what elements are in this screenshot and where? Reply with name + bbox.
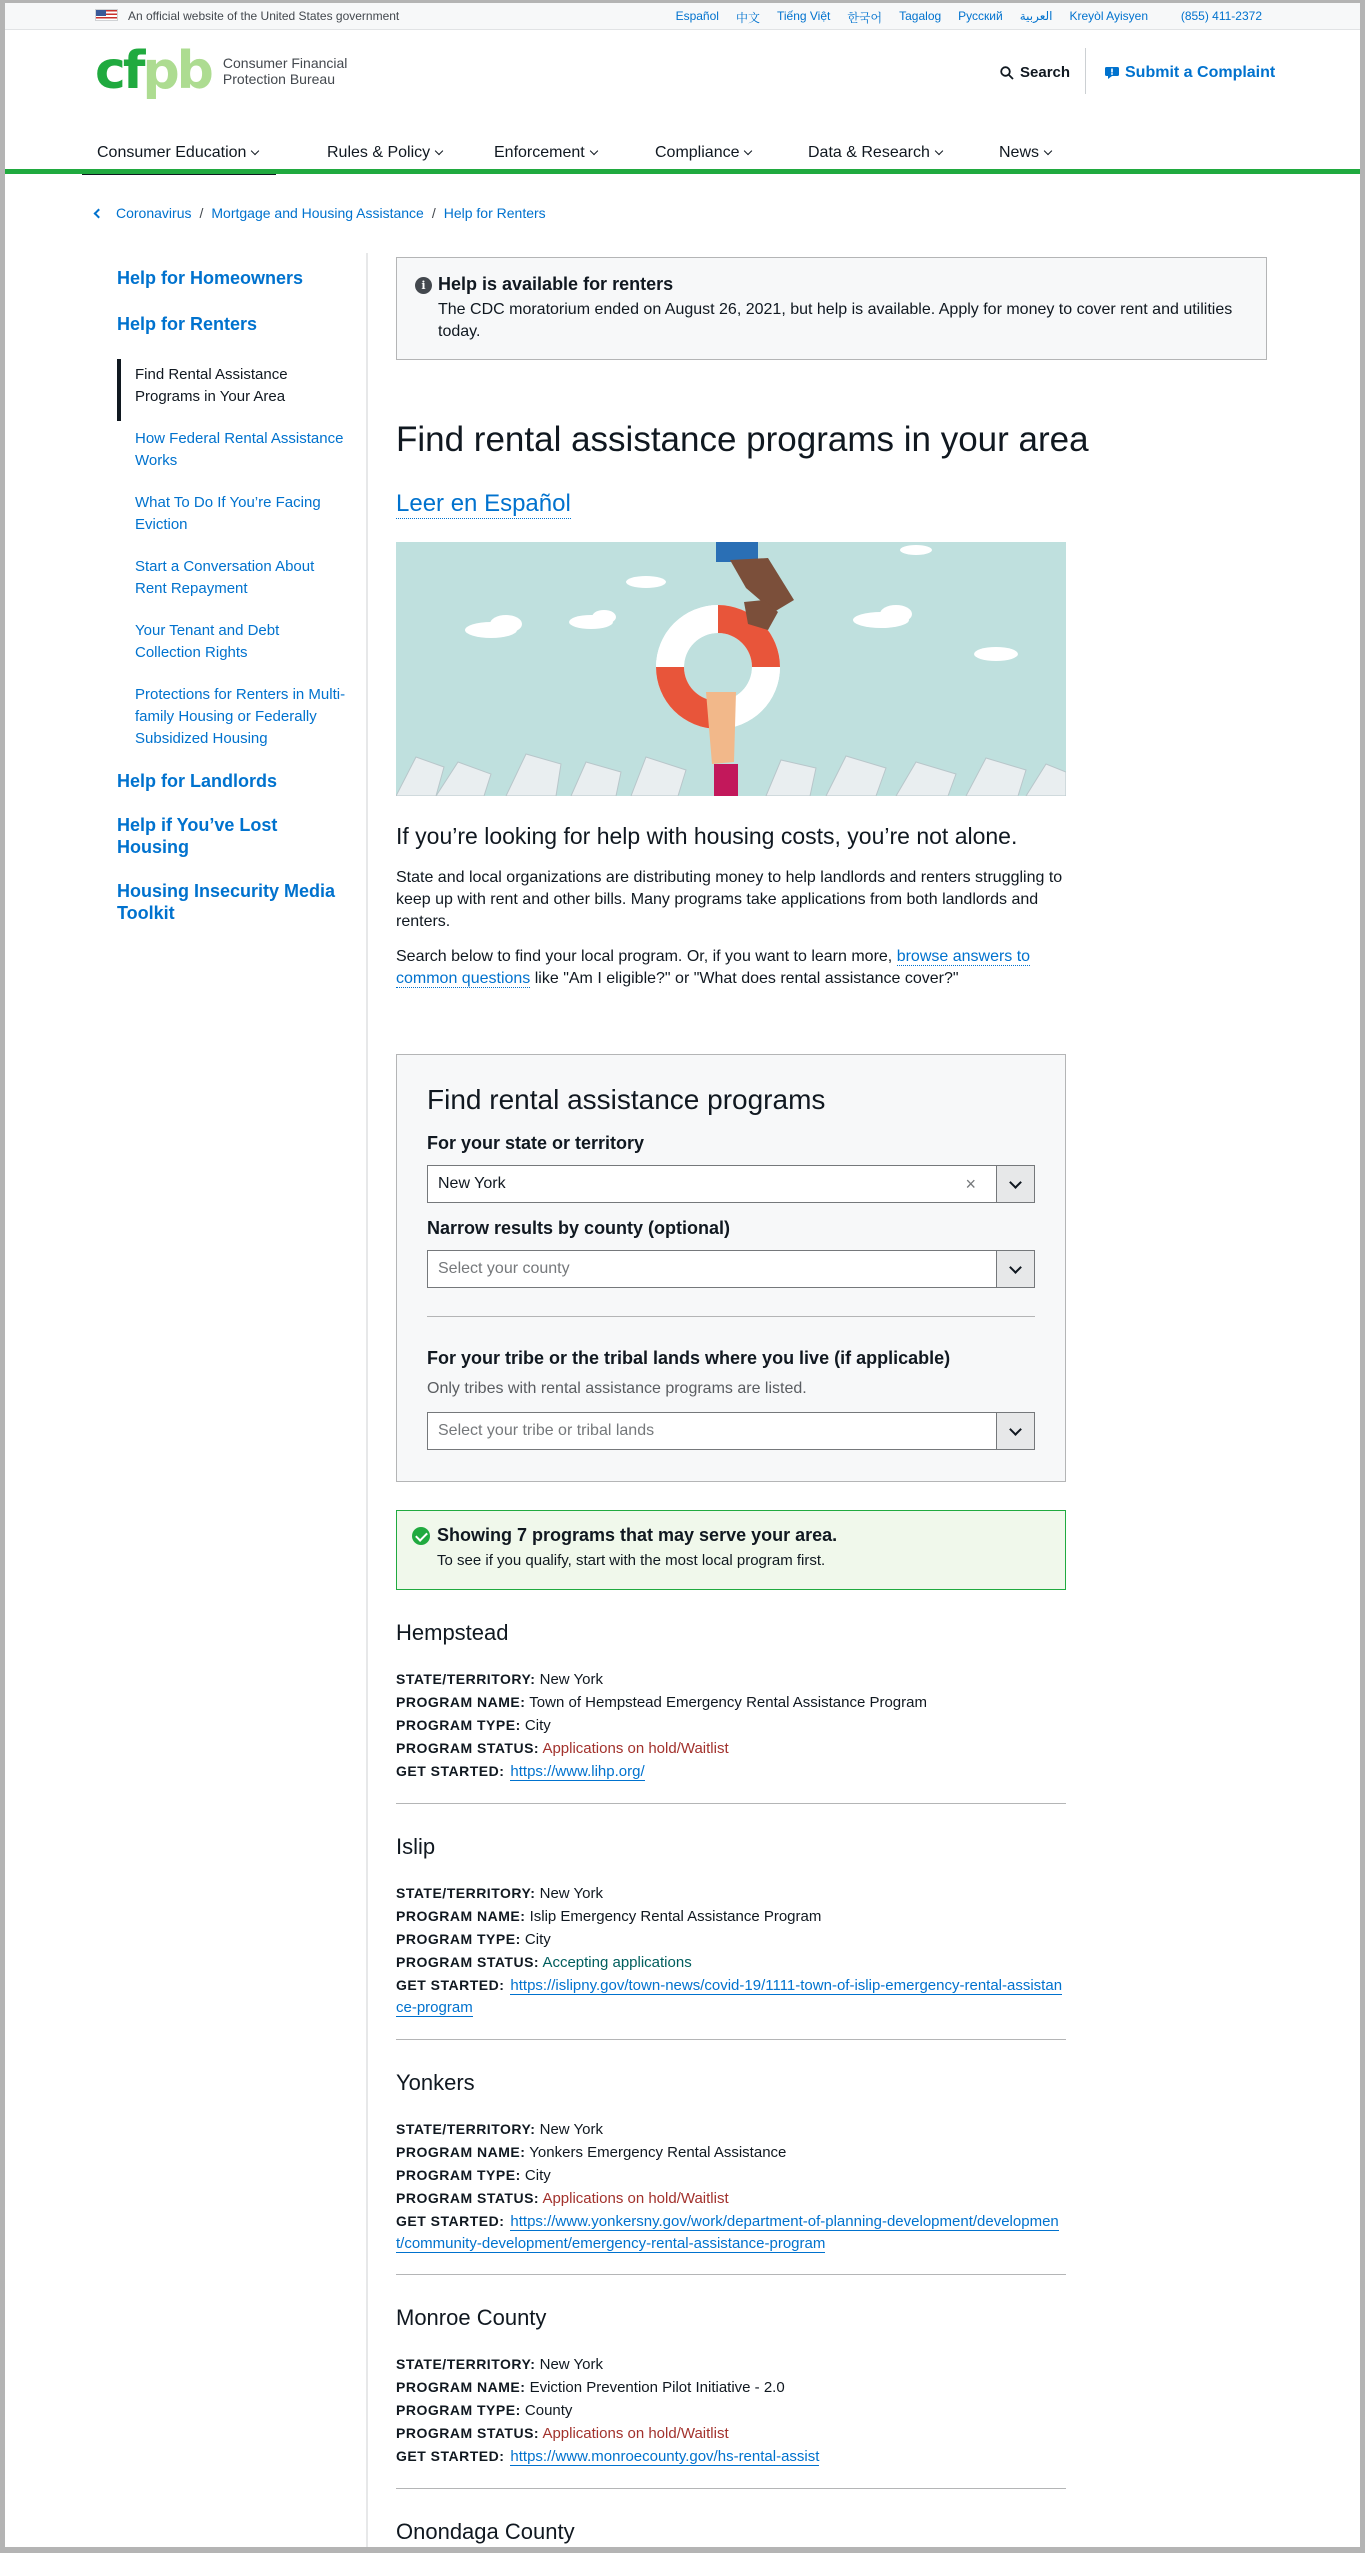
search-button[interactable] [1000,64,1070,81]
tribe-dropdown-button[interactable] [996,1413,1034,1449]
program-name: Eviction Prevention Pilot Initiative - 2.0 [529,2379,785,2396]
tribe-label: For your tribe or the tribal lands where you live (if applicable) [427,1348,951,1368]
county-select[interactable] [427,1250,1035,1288]
program-url-link[interactable]: https://islipny.gov/town-news/covid-19/1111-town-of-islip-emergency-rental-assistance-program [396,1977,1063,2016]
program-heading: Hempstead [396,1620,509,1645]
tribe-help-text: Only tribes with rental assistance programs are listed. [427,1380,807,1397]
program-state-row [396,2118,1066,2141]
tribe-select-placeholder: Select your tribe or tribal lands [438,1422,655,1439]
gov-banner-text: An official website of the United States government [128,9,400,23]
program-status: Applications on hold/Waitlist [542,2425,729,2442]
search-intro-paragraph [396,946,1066,990]
results-title: Showing 7 programs that may serve your area. [437,1525,838,1545]
breadcrumb-mortgage-housing[interactable]: Mortgage and Housing Assistance [211,205,424,221]
nav-rules-policy[interactable] [327,144,442,162]
program-name-row [396,1905,1066,1928]
filter-title: Find rental assistance programs [427,1084,826,1115]
field-label: GET STARTED: [396,1763,505,1779]
para2-text-after: like "Am I eligible?" or "What does rental assistance cover?" [530,970,959,987]
program-divider [396,2488,1066,2489]
chevron-down-icon [435,147,443,155]
program-url-link[interactable]: https://www.lihp.org/ [510,1763,645,1780]
nav-enforcement[interactable] [494,144,597,162]
program-name: Islip Emergency Rental Assistance Program [529,1908,822,1925]
breadcrumb-separator: / [199,205,204,221]
program-status: Applications on hold/Waitlist [542,2190,729,2207]
field-label: PROGRAM TYPE: [396,1717,521,1733]
search-label: Search [1020,64,1071,81]
lang-link-russian[interactable]: Русский [958,9,1003,23]
program-state-row [396,2353,1066,2376]
gov-banner [5,3,1360,30]
header-divider [1085,48,1086,94]
county-select-placeholder: Select your county [438,1260,570,1277]
program-card [396,1834,1066,2019]
nav-consumer-education[interactable] [97,144,258,162]
page-title: Find rental assistance programs in your area [396,420,1089,459]
program-name-row [396,2376,1066,2399]
program-type-row [396,1928,1066,1951]
field-label: PROGRAM STATUS: [396,1740,540,1756]
page [5,3,1360,2547]
program-card [396,1620,1066,1783]
program-start-row [396,1974,1066,2019]
info-icon: i [415,277,432,294]
breadcrumb-help-renters[interactable]: Help for Renters [443,205,546,221]
sidebar-item-find-rental-assistance[interactable]: Find Rental Assistance Programs in Your Area [135,366,288,405]
lang-link-haitian-creole[interactable]: Kreyòl Ayisyen [1069,9,1148,23]
complaint-label: Submit a Complaint [1125,64,1276,81]
breadcrumb-coronavirus[interactable]: Coronavirus [116,205,192,221]
program-card [396,2305,1066,2468]
sidebar-item-help-renters[interactable]: Help for Renters [117,314,258,334]
alert-title: Help is available for renters [438,274,674,294]
field-label: STATE/TERRITORY: [396,1885,536,1901]
field-label: STATE/TERRITORY: [396,2356,536,2372]
program-name: Town of Hempstead Emergency Rental Assistance Program [529,1694,927,1711]
sidebar-item-help-homeowners[interactable]: Help for Homeowners [117,268,304,288]
nav-label: Compliance [655,144,740,161]
sidebar-divider [366,253,368,2547]
site-header [5,31,1360,161]
sidebar-item-media-toolkit[interactable]: Housing Insecurity Media Toolkit [117,881,336,923]
nav-data-research[interactable] [808,144,942,162]
nav-label: Consumer Education [97,144,247,161]
search-icon [1000,66,1014,80]
program-status-row [396,1951,1066,1974]
lang-link-vietnamese[interactable]: Tiếng Việt [776,9,831,23]
state-label: For your state or territory [427,1133,645,1153]
field-label: GET STARTED: [396,2213,505,2229]
phone-link[interactable]: (855) 411-2372 [1180,9,1262,23]
logo-text [223,55,348,87]
lang-link-korean[interactable]: 한국어 [847,11,883,25]
program-type: City [524,1717,551,1734]
field-label: STATE/TERRITORY: [396,1671,536,1687]
life-ring-illustration [396,542,1066,796]
lang-link-espanol[interactable]: Español [675,9,719,23]
field-label: PROGRAM STATUS: [396,2425,540,2441]
program-name-row [396,2141,1066,2164]
field-label: PROGRAM NAME: [396,1694,526,1710]
alert-body: The CDC moratorium ended on August 26, 2021, but help is available. Apply for money to cover rent and utilities today. [438,301,1233,340]
program-state: New York [539,2121,603,2138]
program-type-row [396,2399,1066,2422]
us-flag-icon [95,9,118,21]
program-heading: Monroe County [396,2305,547,2330]
chevron-down-icon [744,147,752,155]
check-circle-icon [412,1527,430,1545]
sidebar-item-rent-repayment[interactable]: Start a Conversation About Rent Repayment [135,558,315,597]
program-divider [396,2039,1066,2040]
state-select-value: New York [438,1175,506,1192]
program-state: New York [539,1885,603,1902]
nav-news[interactable] [999,144,1051,162]
program-status-row [396,2187,1066,2210]
state-select[interactable] [427,1165,1035,1203]
filter-divider [427,1316,1035,1317]
program-url-link[interactable]: https://www.monroecounty.gov/hs-rental-assist [510,2448,820,2465]
header-green-rule [5,169,1360,174]
nav-label: Rules & Policy [327,144,431,161]
program-heading: Onondaga County [396,2519,575,2544]
sidebar-item-help-landlords[interactable]: Help for Landlords [117,771,278,791]
chevron-down-icon [935,147,943,155]
program-card [396,2070,1066,2255]
chevron-down-icon [1009,1423,1022,1436]
program-type-row [396,1714,1066,1737]
program-type: City [524,2167,551,2184]
field-label: STATE/TERRITORY: [396,2121,536,2137]
sidebar-nav [117,263,347,924]
breadcrumb [95,205,546,221]
tribe-select[interactable] [427,1412,1035,1450]
program-divider [396,1803,1066,1804]
program-card [396,2519,1066,2547]
program-state-row [396,1668,1066,1691]
logo-text-line2: Protection Bureau [222,71,335,87]
program-start-row [396,1760,1066,1783]
program-heading: Islip [396,1834,436,1859]
logo-text-line1: Consumer Financial [222,55,348,71]
hero-illustration [396,542,1066,796]
program-status: Accepting applications [542,1954,692,1971]
browse-answers-link[interactable]: browse answers to common questions [396,948,1031,987]
field-label: PROGRAM TYPE: [396,2402,521,2418]
field-label: GET STARTED: [396,2448,505,2464]
program-state-row [396,1882,1066,1905]
nav-compliance[interactable] [655,144,751,162]
sidebar-item-federal-rental-assistance[interactable]: How Federal Rental Assistance Works [135,430,344,469]
county-dropdown-button[interactable] [996,1251,1034,1287]
para2-text-before: Search below to find your local program. Or, if you want to learn more, [396,948,897,965]
breadcrumb-separator: / [431,205,436,221]
field-label: GET STARTED: [396,1977,505,1993]
intro-paragraph: State and local organizations are distributing money to help landlords and renters struggling to keep up with rent and other bills. Many programs take applications from both landlords and renters. [396,869,1063,930]
field-label: PROGRAM STATUS: [396,1954,540,1970]
program-status-row [396,1737,1066,1760]
field-label: PROGRAM TYPE: [396,2167,521,2183]
county-label: Narrow results by county (optional) [427,1218,731,1238]
lead-paragraph: If you’re looking for help with housing costs, you’re not alone. [396,823,1018,849]
field-label: PROGRAM NAME: [396,1908,526,1924]
field-label: PROGRAM STATUS: [396,2190,540,2206]
sidebar-item-multifamily-protections[interactable]: Protections for Renters in Multi-family Housing or Federally Subsidized Housing [135,686,346,747]
results-notice [396,1510,1066,1590]
program-type-row [396,2164,1066,2187]
language-links [676,9,1148,26]
program-type: County [524,2402,573,2419]
lang-link-arabic[interactable]: العربية [1019,9,1053,23]
program-name-row [396,1691,1066,1714]
lang-link-chinese[interactable]: 中文 [735,11,760,25]
submit-complaint-link[interactable] [1105,64,1275,82]
state-dropdown-button[interactable] [996,1166,1034,1202]
program-heading: Yonkers [396,2070,475,2095]
chevron-down-icon [1044,147,1052,155]
logo-mark: cfpb [95,41,211,101]
field-label: PROGRAM NAME: [396,2379,526,2395]
spanish-link[interactable]: Leer en Español [396,490,571,517]
program-filter-box [396,1054,1066,1482]
program-start-row [396,2445,1066,2468]
complaint-icon [1105,67,1119,79]
sidebar-item-facing-eviction[interactable]: What To Do If You’re Facing Eviction [135,494,321,533]
chevron-down-icon [589,147,597,155]
field-label: PROGRAM NAME: [396,2144,526,2160]
nav-label: Enforcement [494,144,585,161]
field-label: PROGRAM TYPE: [396,1931,521,1947]
program-name: Yonkers Emergency Rental Assistance [529,2144,787,2161]
program-status-row [396,2422,1066,2445]
program-url-link[interactable]: https://www.yonkersny.gov/work/department-of-planning-development/development/community-development/emergency-rental-assistance-program [396,2213,1059,2252]
program-state: New York [539,2356,603,2373]
chevron-left-icon [94,208,104,218]
info-alert [396,257,1267,360]
program-status: Applications on hold/Waitlist [542,1740,729,1757]
chevron-down-icon [251,147,259,155]
nav-label: Data & Research [808,144,930,161]
sidebar-sublist [117,359,347,750]
program-state: New York [539,1671,603,1688]
chevron-down-icon [1009,1176,1022,1189]
lang-link-tagalog[interactable]: Tagalog [899,9,942,23]
clear-icon[interactable]: × [965,1174,976,1194]
nav-label: News [999,144,1040,161]
cfpb-logo[interactable] [95,41,348,101]
sidebar-item-lost-housing[interactable]: Help if You’ve Lost Housing [117,815,278,857]
chevron-down-icon [1009,1261,1022,1274]
sidebar-item-debt-collection-rights[interactable]: Your Tenant and Debt Collection Rights [135,622,280,661]
results-body: To see if you qualify, start with the most local program first. [437,1552,826,1569]
program-start-row [396,2210,1066,2255]
program-divider [396,2274,1066,2275]
program-type: City [524,1931,551,1948]
